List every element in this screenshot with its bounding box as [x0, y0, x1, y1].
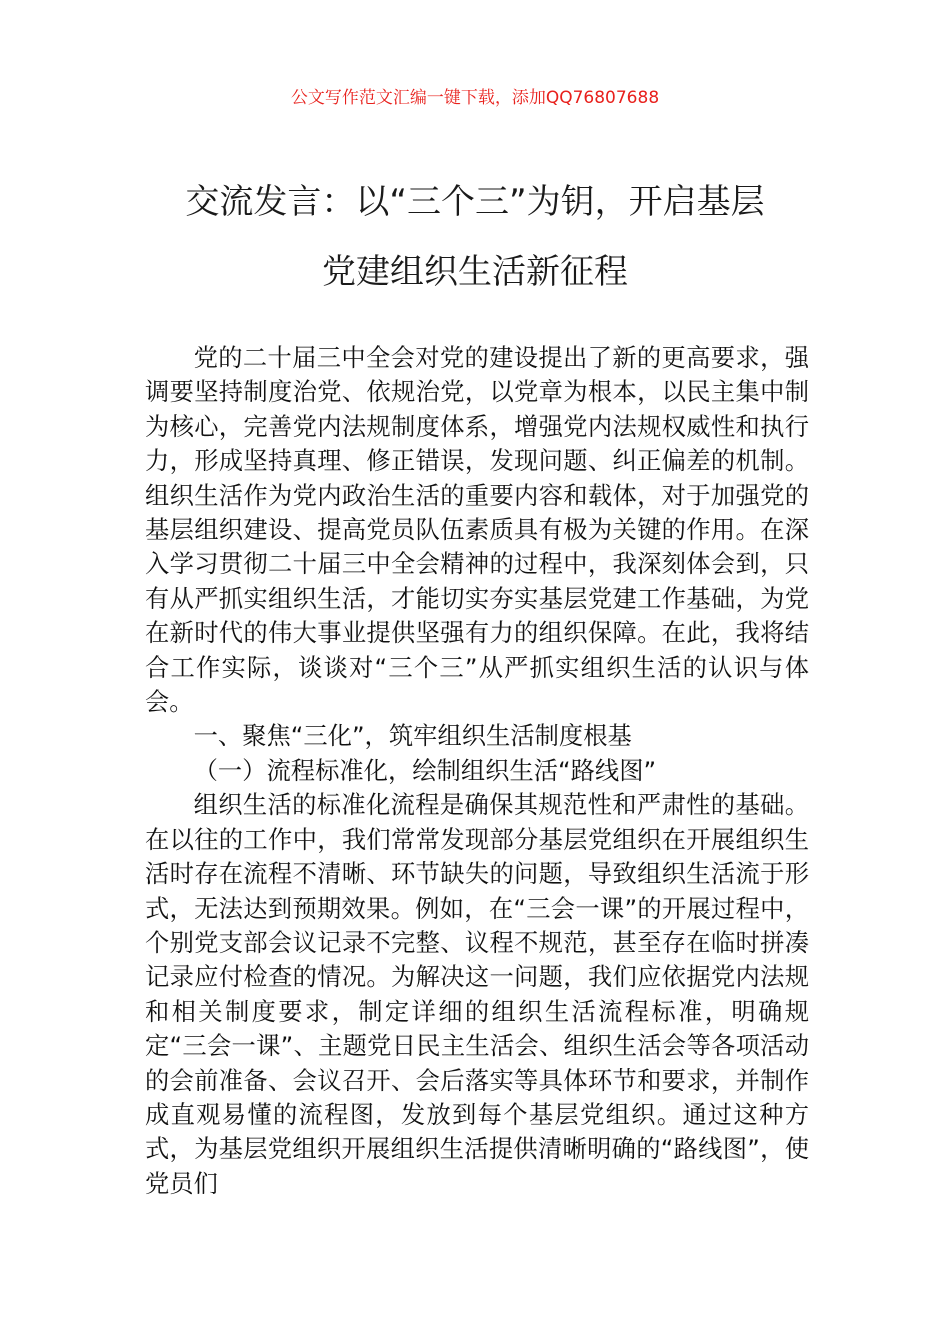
download-banner: 公文写作范文汇编一键下载，添加QQ76807688 — [290, 88, 660, 108]
document-title-line-1: 交流发言：以“三个三”为钥，开启基层 — [185, 182, 765, 222]
body-paragraph: 组织生活的标准化流程是确保其规范性和严肃性的基础。在以往的工作中，我们常常发现部分基层党组织在开展组织生活时存在流程不清晰、环节缺失的问题，导致组织生活流于形式，无法达到预期效果。例如，在“三会一课”的开展过程中，个别党支部会议记录不完整、议程不规范，甚至存在临时拼凑记录应付检查的情况。为解决这一问题，我们应依据党内法规和相关制度要求，制定详细的组织生活流程标准，明确规定“三会一课”、主题党日民主生活会、组织生活会等各项活动的会前准备、会议召开、会后落实等具体环节和要求，并制作成直观易懂的流程图，发放到每个基层党组织。通过这种方式，为基层党组织开展组织生活提供清晰明确的“路线图”，使党员们 — [145, 790, 809, 1198]
section-heading: 一、聚焦“三化”，筑牢组织生活制度根基 — [193, 721, 632, 751]
subsection-heading: （一）流程标准化，绘制组织生活“路线图” — [193, 755, 657, 785]
document-title-line-2: 党建组织生活新征程 — [322, 252, 628, 292]
intro-paragraph: 党的二十届三中全会对党的建设提出了新的更高要求，强调要坚持制度治党、依规治党，以党章为根本，以民主集中制为核心，完善党内法规制度体系，增强党内法规权威性和执行力，形成坚持真理、修正错误，发现问题、纠正偏差的机制。组织生活作为党内政治生活的重要内容和载体，对于加强党的基层组织建设、提高党员队伍素质具有极为关键的作用。在深入学习贯彻二十届三中全会精神的过程中，我深刻体会到，只有从严抓实组织生活，才能切实夯实基层党建工作基础，为党在新时代的伟大事业提供坚强有力的组织保障。在此，我将结合工作实际，谈谈对“三个三”从严抓实组织生活的认识与体会。 — [145, 343, 809, 717]
document-body — [145, 341, 809, 1201]
